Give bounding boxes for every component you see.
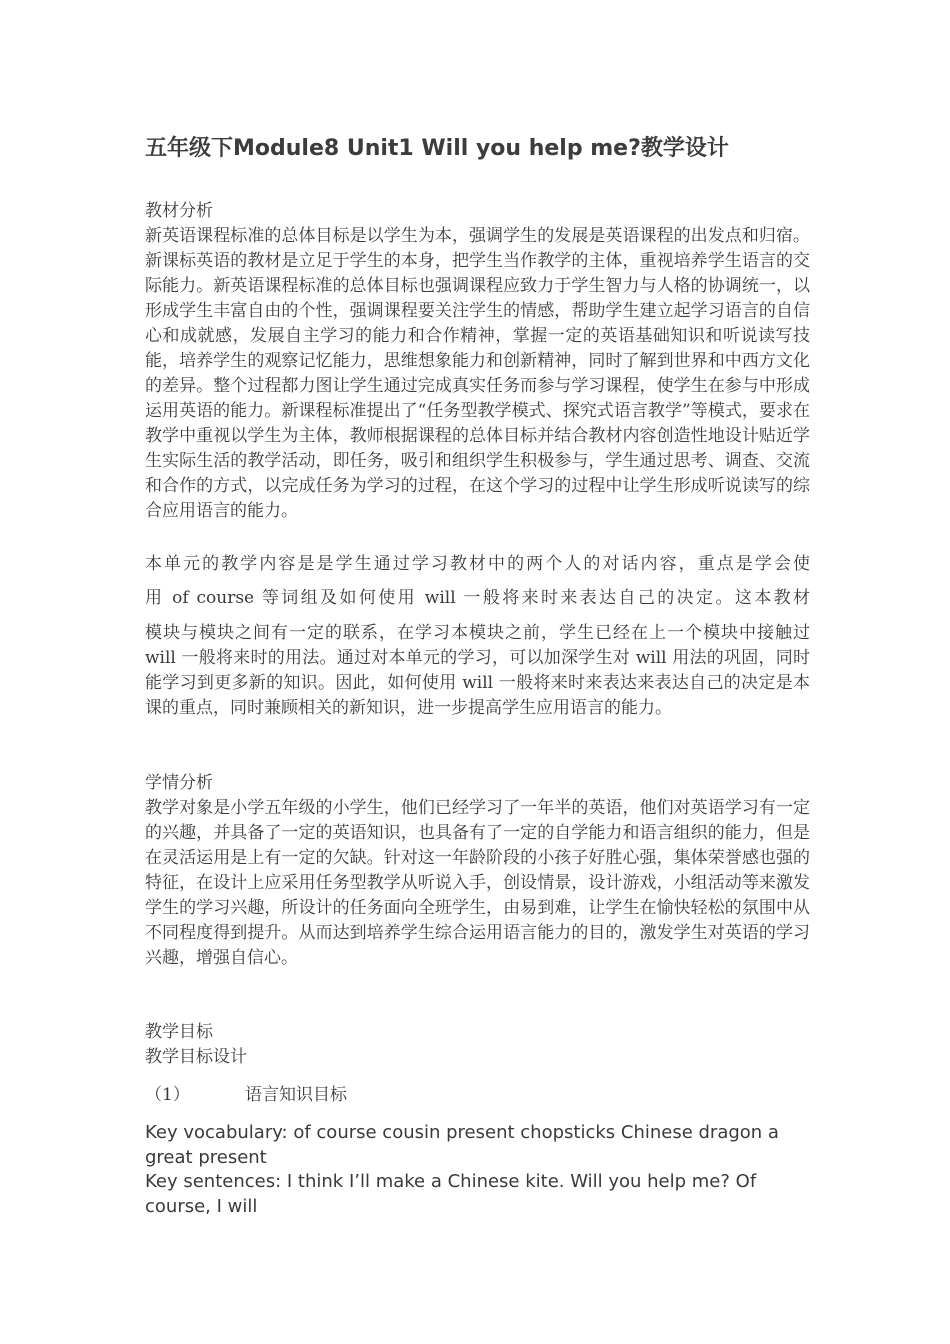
- document-title: 五年级下Module8 Unit1 Will you help me?教学设计: [145, 136, 729, 161]
- material-analysis-heading: 教材分析: [145, 201, 213, 221]
- goal-item-number: （1）: [145, 1085, 190, 1105]
- teaching-goals-heading: 教学目标: [145, 1022, 213, 1042]
- goal-item-label: 语言知识目标: [245, 1085, 347, 1105]
- unit-content-line-1: 本单元的教学内容是是学生通过学习教材中的两个人的对话内容，重点是学会使: [145, 554, 810, 574]
- teaching-goals-subheading: 教学目标设计: [145, 1047, 247, 1067]
- student-analysis-heading: 学情分析: [145, 773, 213, 793]
- material-analysis-paragraph: [145, 224, 810, 524]
- unit-content-line-2: 用 of course 等词组及如何使用 will 一般将来时来表达自己的决定。这本教材: [145, 588, 810, 608]
- unit-content-rest: 模块与模块之间有一定的联系，在学习本模块之前，学生已经在上一个模块中接触过 will 一般将来时的用法。通过对本单元的学习，可以加深学生对 will 用法的巩固，同时能学习到更多新的知识。因此，如何使用 will 一般将来时来表达来表达自己的决定是本课的重点，同时兼顾相关的新知识，进一步提高学生应用语言的能力。: [145, 623, 810, 718]
- material-analysis-text: 新英语课程标准的总体目标是以学生为本，强调学生的发展是英语课程的出发点和归宿。新课标英语的教材是立足于学生的本身，把学生当作教学的主体，重视培养学生语言的交际能力。新英语课程标准的总体目标也强调课程应致力于学生智力与人格的协调统一，以形成学生丰富自由的个性，强调课程要关注学生的情感，帮助学生建立起学习语言的自信心和成就感，发展自主学习的能力和合作精神，掌握一定的英语基础知识和听说读写技能，培养学生的观察记忆能力，思维想象能力和创新精神，同时了解到世界和中西方文化的差异。整个过程都力图让学生通过完成真实任务而参与学习课程，使学生在参与中形成运用英语的能力。新课程标准提出了“任务型教学模式、探究式语言教学”等模式，要求在教学中重视以学生为主体，教师根据课程的总体目标并结合教材内容创造性地设计贴近学生实际生活的教学活动，即任务，吸引和组织学生积极参与，学生通过思考、调查、交流和合作的方式，以完成任务为学习的过程，在这个学习的过程中让学生形成听说读写的综合应用语言的能力。: [145, 226, 810, 521]
- student-analysis-paragraph: [145, 796, 810, 971]
- unit-content-paragraph: [145, 547, 810, 721]
- key-sentences: Key sentences: I think I’ll make a Chinese kite. Will you help me? Of course, I will: [145, 1171, 757, 1217]
- student-analysis-text: 教学对象是小学五年级的小学生，他们已经学习了一年半的英语，他们对英语学习有一定的兴趣，并具备了一定的英语知识，也具备有了一定的自学能力和语言组织的能力，但是在灵活运用是上有一定的欠缺。针对这一年龄阶段的小孩子好胜心强，集体荣誉感也强的特征，在设计上应采用任务型教学从听说入手，创设情景，设计游戏，小组活动等来激发学生的学习兴趣，所设计的任务面向全班学生，由易到难，让学生在愉快轻松的氛围中从不同程度得到提升。从而达到培养学生综合运用语言能力的目的，激发学生对英语的学习兴趣，增强自信心。: [145, 798, 810, 968]
- key-vocabulary: Key vocabulary: of course cousin present chopsticks Chinese dragon a great present: [145, 1122, 779, 1168]
